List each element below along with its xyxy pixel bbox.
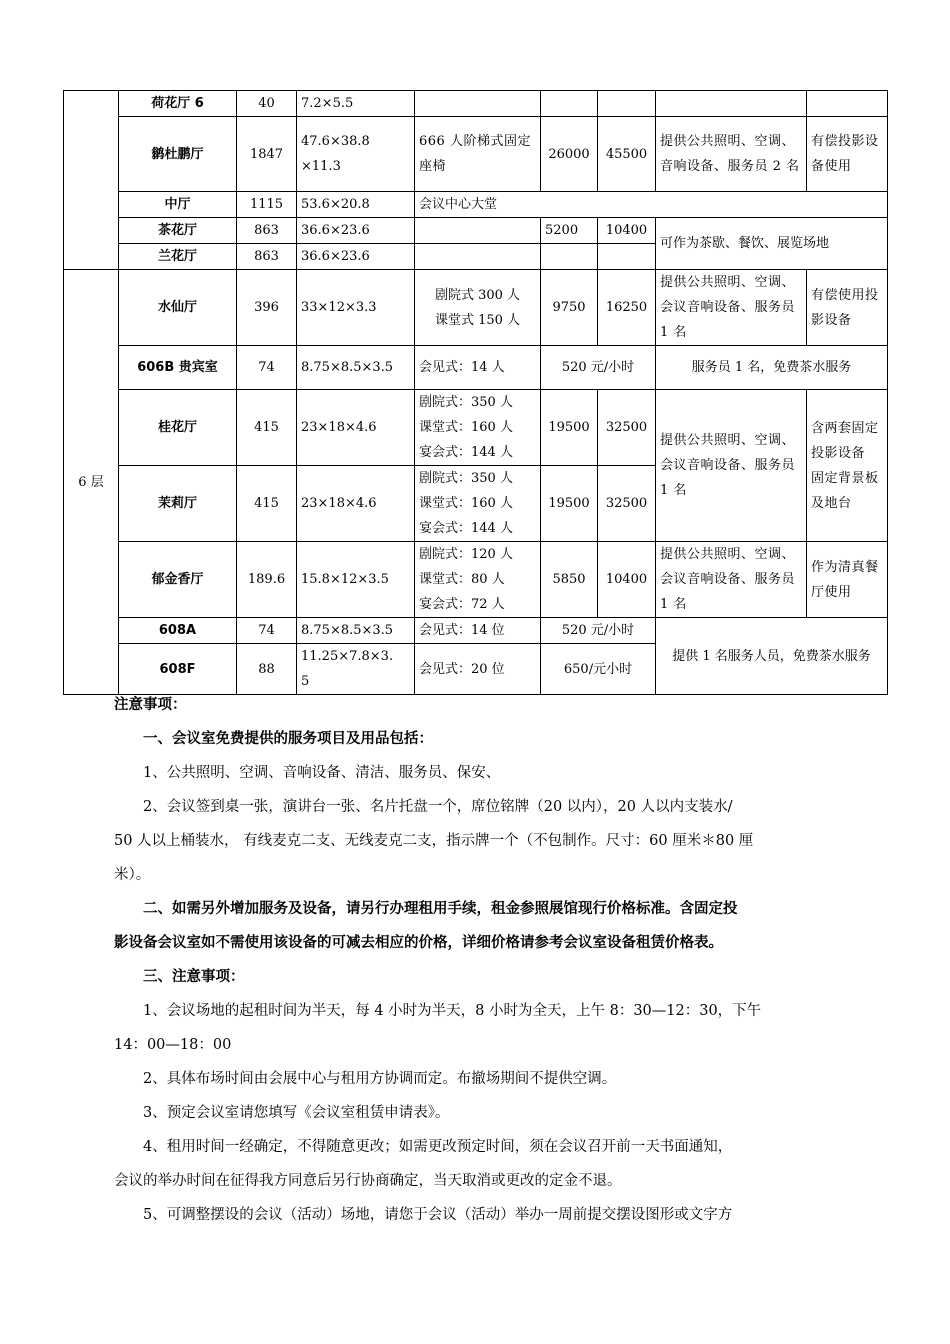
room-size: 47.6×38.8 ×11.3 [301,134,370,174]
room-area: 189.6 [237,542,297,618]
table-row [64,346,888,390]
room-layout: 剧院式 300 人 课堂式 150 人 [434,287,521,328]
room-service: 提供公共照明、空调、会议音响设备、服务员 1 名 [656,542,807,618]
table-row [64,218,888,244]
table-row [64,91,888,117]
room-name: 茶花厅 [119,218,237,244]
notes-paragraph: 会议的举办时间在征得我方同意后另行协商确定，当天取消或更改的定金不退。 [114,1173,622,1189]
room-layout [415,91,541,117]
room-layout: 剧院式：350 人 课堂式：160 人 宴会式：144 人 [419,471,513,536]
price-half: 19500 [541,390,598,466]
notes-paragraph: 2、具体布场时间由会展中心与租用方协调而定。布撤场期间不提供空调。 [143,1071,617,1087]
price-half: 26000 [541,117,598,192]
table-row [64,618,888,644]
room-name: 608F [119,644,237,695]
floor-label: 6 层 [64,270,119,695]
room-note [807,91,888,117]
price-hourly: 520 元/小时 [541,346,656,390]
room-name: 中厅 [119,192,237,218]
room-size: 15.8×12×3.5 [297,542,415,618]
notes-paragraph: 2、会议签到桌一张，演讲台一张、名片托盘一个，席位铭牌（20 以内），20 人以内支装水/ [143,799,733,815]
floor-cell [64,91,119,270]
room-size: 23×18×4.6 [297,390,415,466]
room-service: 提供 1 名服务人员，免费茶水服务 [656,618,888,695]
notes-paragraph: 4、租用时间一经确定，不得随意更改；如需更改预定时间，须在会议召开前一天书面通知， [143,1139,733,1155]
room-area: 74 [237,346,297,390]
notes-paragraph: 14：00—18：00 [114,1037,232,1053]
notes-paragraph: 影设备会议室如不需使用该设备的可减去相应的价格，详细价格请参考会议室设备租赁价格表。 [114,934,723,951]
room-service: 提供公共照明、空调、会议音响设备、服务员 1 名 [656,390,807,542]
price-full: 32500 [598,466,656,542]
table-row [64,270,888,346]
room-size: 33×12×3.3 [297,270,415,346]
room-area: 74 [237,618,297,644]
room-area: 863 [237,218,297,244]
notes-paragraph: 1、会议场地的起租时间为半天，每 4 小时为半天，8 小时为全天，上午 8：30—12：30，下午 [143,1003,762,1019]
price-half [541,91,598,117]
room-name: 鹟杜鹏厅 [119,117,237,192]
room-area: 863 [237,244,297,270]
room-service: 可作为茶歇、餐饮、展览场地 [656,218,888,270]
notes-paragraph: 三、注意事项： [143,968,245,985]
room-size: 36.6×23.6 [297,218,415,244]
table-row [64,542,888,618]
room-area: 415 [237,390,297,466]
notes-paragraph: 3、预定会议室请您填写《会议室租赁申请表》。 [143,1105,450,1121]
table-row [64,390,888,466]
room-area: 415 [237,466,297,542]
price-full: 10400 [598,218,656,244]
price-full [598,91,656,117]
notes-paragraph: 50 人以上桶装水， 有线麦克二支、无线麦克二支，指示牌一个（不包制作。尺寸：60 厘米＊80 厘 [114,833,754,849]
room-size: 8.75×8.5×3.5 [297,346,415,390]
room-service [656,91,807,117]
room-name: 茉莉厅 [119,466,237,542]
price-half: 5200 [541,218,598,244]
price-hourly: 650/元小时 [541,644,656,695]
room-name: 水仙厅 [119,270,237,346]
room-service: 提供公共照明、空调、会议音响设备、服务员 1 名 [656,270,807,346]
room-size: 53.6×20.8 [297,192,415,218]
notes-paragraph: 二、如需另外增加服务及设备，请另行办理租用手续，租金参照展馆现行价格标准。含固定投 [143,900,738,917]
room-name: 桂花厅 [119,390,237,466]
room-service: 提供公共照明、空调、音响设备、服务员 2 名 [656,117,807,192]
room-size: 11.25×7.8×3. 5 [301,649,394,689]
room-note: 有偿投影设备使用 [807,117,888,192]
room-note: 有偿使用投影设备 [807,270,888,346]
meeting-room-table [63,90,888,695]
room-layout: 666 人阶梯式固定座椅 [415,117,541,192]
room-layout: 会见式：20 位 [415,644,541,695]
price-half: 5850 [541,542,598,618]
room-layout: 会见式：14 位 [415,618,541,644]
room-area: 88 [237,644,297,695]
room-note: 含两套固定投影设备 固定背景板及地台 [811,420,879,511]
price-full: 16250 [598,270,656,346]
room-name: 606B 贵宾室 [119,346,237,390]
room-area: 1847 [237,117,297,192]
price-full: 10400 [598,542,656,618]
table-row [64,192,888,218]
room-layout: 剧院式：350 人 课堂式：160 人 宴会式：144 人 [419,395,513,460]
room-layout [415,218,541,244]
room-name: 荷花厅 6 [119,91,237,117]
price-full: 32500 [598,390,656,466]
room-size: 23×18×4.6 [297,466,415,542]
price-half: 19500 [541,466,598,542]
notes-section [114,688,838,1232]
notes-paragraph: 米）。 [114,867,151,883]
room-layout [415,244,541,270]
room-area: 396 [237,270,297,346]
room-name: 608A [119,618,237,644]
room-layout: 会见式：14 人 [415,346,541,390]
price-full [598,244,656,270]
room-note: 作为清真餐厅使用 [807,542,888,618]
room-layout: 剧院式：120 人 课堂式：80 人 宴会式：72 人 [419,547,513,612]
price-half: 9750 [541,270,598,346]
notes-heading: 注意事项： [114,696,187,713]
room-name: 兰花厅 [119,244,237,270]
room-service: 服务员 1 名，免费茶水服务 [656,346,888,390]
room-name: 郁金香厅 [119,542,237,618]
room-size: 7.2×5.5 [297,91,415,117]
price-half [541,244,598,270]
notes-paragraph: 5、可调整摆设的会议（活动）场地，请您于会议（活动）举办一周前提交摆设图形或文字方 [143,1207,733,1223]
room-area: 40 [237,91,297,117]
room-size: 36.6×23.6 [297,244,415,270]
room-layout: 会议中心大堂 [415,192,888,218]
notes-paragraph: 1、公共照明、空调、音响设备、清洁、服务员、保安、 [143,765,501,781]
price-full: 45500 [598,117,656,192]
notes-paragraph: 一、会议室免费提供的服务项目及用品包括： [143,730,433,747]
room-area: 1115 [237,192,297,218]
table-row [64,117,888,192]
room-size: 8.75×8.5×3.5 [297,618,415,644]
price-hourly: 520 元/小时 [541,618,656,644]
